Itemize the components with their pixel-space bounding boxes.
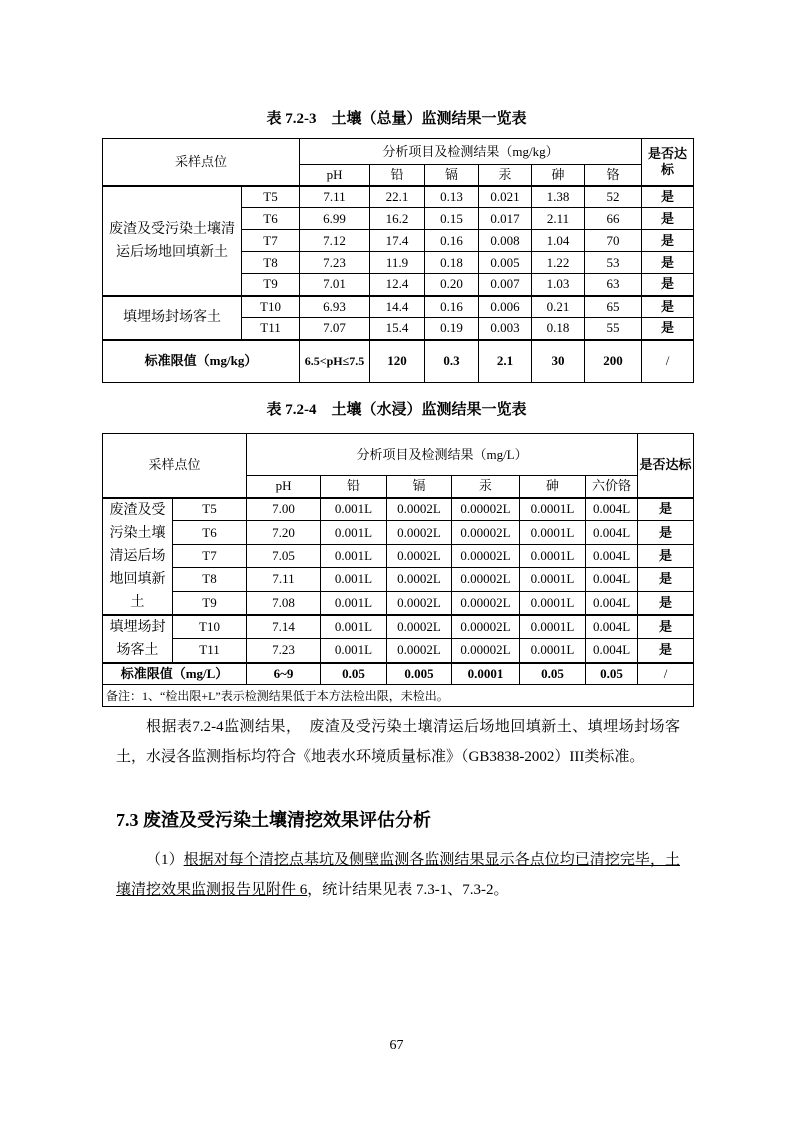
t2-cell: 7.00 (247, 498, 321, 521)
table-row (103, 296, 694, 318)
t1-col-header: pH (300, 165, 370, 186)
t1-cell: 52 (585, 186, 642, 208)
t2-cell: 0.004L (586, 639, 638, 663)
t2-cell: 0.0002L (387, 639, 452, 663)
t2-cell: 0.00002L (452, 591, 520, 614)
t1-group-label: 废渣及受污染土壤清运后场地回填新土 (103, 186, 242, 296)
t1-meets-cell: 是 (642, 274, 694, 296)
t2-col-header: 铅 (321, 476, 387, 498)
t1-limit-cell: 0.3 (425, 340, 479, 383)
t2-cell: 0.001L (321, 521, 387, 544)
t1-cell: 0.017 (479, 208, 532, 230)
t2-limit-label: 标准限值（mg/L） (103, 663, 247, 685)
t2-cell: 0.0002L (387, 591, 452, 614)
t2-cell: 0.0001L (520, 591, 586, 614)
t1-header-analysis: 分析项目及检测结果（mg/kg） (300, 139, 642, 165)
table-note-row (103, 685, 694, 707)
table2 (102, 433, 694, 707)
t2-cell: 0.0001L (520, 498, 586, 521)
t1-cell: 1.03 (532, 274, 585, 296)
table-row (103, 521, 694, 544)
t1-cell: 14.4 (370, 296, 425, 318)
t2-cell: T7 (173, 544, 247, 567)
t2-cell: 7.05 (247, 544, 321, 567)
t1-cell: 7.11 (300, 186, 370, 208)
t1-limit-cell: 6.5<pH≤7.5 (300, 340, 370, 383)
t2-limit-cell: 6~9 (247, 663, 321, 685)
t1-cell: 55 (585, 318, 642, 340)
t1-cell: 0.18 (425, 252, 479, 274)
t2-cell: 0.001L (321, 591, 387, 614)
t2-group-label: 填埋场封场客土 (103, 615, 173, 663)
t2-header-sample-point: 采样点位 (103, 434, 247, 498)
t1-meets-cell: 是 (642, 186, 694, 208)
t1-cell: 12.4 (370, 274, 425, 296)
t1-cell: T6 (242, 208, 300, 230)
t2-cell: 0.0001L (520, 544, 586, 567)
t1-cell: T8 (242, 252, 300, 274)
t1-cell: 0.19 (425, 318, 479, 340)
page-number: 67 (389, 1038, 404, 1053)
t1-limit-cell: 200 (585, 340, 642, 383)
t1-header-sample-point: 采样点位 (103, 139, 300, 186)
t2-cell: 7.23 (247, 639, 321, 663)
t1-cell: 0.20 (425, 274, 479, 296)
t1-header-meets: 是否达标 (642, 139, 694, 186)
t2-cell: 0.004L (586, 615, 638, 639)
t1-cell: 7.07 (300, 318, 370, 340)
t1-meets-cell: 是 (642, 296, 694, 318)
table-row (103, 639, 694, 663)
t2-cell: 0.00002L (452, 498, 520, 521)
t2-cell: 0.0002L (387, 615, 452, 639)
section-heading: 7.3 废渣及受污染土壤清挖效果评估分析 (116, 810, 431, 830)
table-row-limit (103, 663, 694, 685)
t1-meets-cell: 是 (642, 318, 694, 340)
t2-cell: 0.0001L (520, 568, 586, 591)
t2-meets-cell: 是 (638, 498, 694, 521)
t2-cell: 0.00002L (452, 615, 520, 639)
t1-limit-cell: 30 (532, 340, 585, 383)
t1-meets-cell: 是 (642, 230, 694, 252)
t1-col-header: 汞 (479, 165, 532, 186)
t2-col-header: 砷 (520, 476, 586, 498)
table-row (103, 568, 694, 591)
t1-cell: T11 (242, 318, 300, 340)
t2-cell: 0.00002L (452, 639, 520, 663)
t2-limit-cell: 0.05 (321, 663, 387, 685)
t1-cell: 7.12 (300, 230, 370, 252)
t1-cell: 65 (585, 296, 642, 318)
t2-cell: 0.001L (321, 544, 387, 567)
t2-group-label: 废渣及受污染土壤清运后场地回填新土 (103, 498, 173, 615)
conclusion-paragraph: 根据表7.2-4监测结果， 废渣及受污染土壤清运后场地回填新土、填埋场封场客土，水浸各监测指标均符合《地表水环境质量标准》（GB3838-2002）III类标准。 (116, 719, 680, 765)
t2-cell: 7.14 (247, 615, 321, 639)
table-row (103, 498, 694, 521)
section-paragraph-prefix: （1） (146, 852, 184, 868)
t1-cell: T10 (242, 296, 300, 318)
t2-limit-cell: / (638, 663, 694, 685)
t1-meets-cell: 是 (642, 252, 694, 274)
t1-limit-cell: 2.1 (479, 340, 532, 383)
t1-col-header: 砷 (532, 165, 585, 186)
t1-cell: 11.9 (370, 252, 425, 274)
t1-cell: 17.4 (370, 230, 425, 252)
t1-cell: T7 (242, 230, 300, 252)
t1-col-header: 镉 (425, 165, 479, 186)
t2-limit-cell: 0.005 (387, 663, 452, 685)
t2-cell: 0.004L (586, 498, 638, 521)
t2-cell: 0.00002L (452, 568, 520, 591)
t1-cell: T5 (242, 186, 300, 208)
t1-cell: 1.04 (532, 230, 585, 252)
t2-col-header: 镉 (387, 476, 452, 498)
table-row (103, 544, 694, 567)
t2-cell: 0.001L (321, 498, 387, 521)
t1-cell: 0.16 (425, 296, 479, 318)
t1-cell: 6.99 (300, 208, 370, 230)
t2-cell: 0.0002L (387, 544, 452, 567)
t2-meets-cell: 是 (638, 568, 694, 591)
t2-cell: 7.20 (247, 521, 321, 544)
t2-cell: T10 (173, 615, 247, 639)
t2-cell: 0.001L (321, 615, 387, 639)
t2-cell: 7.11 (247, 568, 321, 591)
t2-cell: 0.001L (321, 639, 387, 663)
t1-cell: T9 (242, 274, 300, 296)
t1-cell: 0.13 (425, 186, 479, 208)
table-row (103, 186, 694, 208)
t2-cell: 0.00002L (452, 544, 520, 567)
t1-cell: 0.006 (479, 296, 532, 318)
t1-cell: 6.93 (300, 296, 370, 318)
table1 (102, 138, 694, 383)
t1-cell: 0.005 (479, 252, 532, 274)
section-paragraph-suffix: ，统计结果见表 7.3-1、7.3-2。 (307, 882, 509, 898)
t1-cell: 1.22 (532, 252, 585, 274)
t1-limit-cell: / (642, 340, 694, 383)
t2-note: 备注：1、“检出限+L”表示检测结果低于本方法检出限，未检出。 (103, 685, 694, 707)
t2-cell: T5 (173, 498, 247, 521)
t1-meets-cell: 是 (642, 208, 694, 230)
t2-limit-cell: 0.05 (586, 663, 638, 685)
t2-cell: 0.0001L (520, 615, 586, 639)
t2-meets-cell: 是 (638, 639, 694, 663)
t2-meets-cell: 是 (638, 591, 694, 614)
table-row-limit (103, 340, 694, 383)
t2-header-meets: 是否达标 (638, 434, 694, 498)
table-row (103, 615, 694, 639)
t2-cell: 0.001L (321, 568, 387, 591)
t2-meets-cell: 是 (638, 544, 694, 567)
t2-cell: 0.004L (586, 568, 638, 591)
t1-cell: 66 (585, 208, 642, 230)
t2-cell: 0.0001L (520, 521, 586, 544)
t2-meets-cell: 是 (638, 615, 694, 639)
t1-cell: 7.23 (300, 252, 370, 274)
t1-group-label: 填埋场封场客土 (103, 296, 242, 340)
t2-cell: 0.004L (586, 591, 638, 614)
t1-cell: 22.1 (370, 186, 425, 208)
t2-header-analysis: 分析项目及检测结果（mg/L） (247, 434, 638, 476)
t2-cell: 0.00002L (452, 521, 520, 544)
t2-col-header: 六价铬 (586, 476, 638, 498)
t2-cell: T6 (173, 521, 247, 544)
t2-limit-cell: 0.0001 (452, 663, 520, 685)
t1-cell: 1.38 (532, 186, 585, 208)
t1-cell: 0.21 (532, 296, 585, 318)
t2-cell: 0.0002L (387, 498, 452, 521)
section-paragraph-underlined: 根据对每个清挖点基坑及侧壁监测各监测结果显示各点位均已清挖完毕，土壤清挖效果监测报告见附件 6 (116, 852, 680, 898)
t1-cell: 2.11 (532, 208, 585, 230)
t1-cell: 0.007 (479, 274, 532, 296)
t1-cell: 16.2 (370, 208, 425, 230)
t2-cell: 0.0002L (387, 521, 452, 544)
table-row (103, 591, 694, 614)
t2-cell: 0.0001L (520, 639, 586, 663)
t1-cell: 7.01 (300, 274, 370, 296)
t1-cell: 0.18 (532, 318, 585, 340)
t1-cell: 0.15 (425, 208, 479, 230)
t2-cell: 0.004L (586, 544, 638, 567)
t1-cell: 0.021 (479, 186, 532, 208)
table1-caption: 表 7.2-3 土壤（总量）监测结果一览表 (266, 111, 527, 127)
t2-cell: T9 (173, 591, 247, 614)
t1-limit-cell: 120 (370, 340, 425, 383)
t1-col-header: 铬 (585, 165, 642, 186)
t2-cell: T8 (173, 568, 247, 591)
section-paragraph (116, 845, 680, 905)
t2-col-header: pH (247, 476, 321, 498)
t1-cell: 0.008 (479, 230, 532, 252)
t1-limit-label: 标准限值（mg/kg） (103, 340, 300, 383)
t2-meets-cell: 是 (638, 521, 694, 544)
t1-col-header: 铅 (370, 165, 425, 186)
t2-cell: 0.0002L (387, 568, 452, 591)
t1-cell: 70 (585, 230, 642, 252)
t1-cell: 15.4 (370, 318, 425, 340)
t1-cell: 0.003 (479, 318, 532, 340)
t2-col-header: 汞 (452, 476, 520, 498)
t2-cell: 0.004L (586, 521, 638, 544)
t1-cell: 0.16 (425, 230, 479, 252)
t1-cell: 53 (585, 252, 642, 274)
t2-limit-cell: 0.05 (520, 663, 586, 685)
table2-caption: 表 7.2-4 土壤（水浸）监测结果一览表 (266, 402, 527, 418)
t2-cell: T11 (173, 639, 247, 663)
t1-cell: 63 (585, 274, 642, 296)
t2-cell: 7.08 (247, 591, 321, 614)
